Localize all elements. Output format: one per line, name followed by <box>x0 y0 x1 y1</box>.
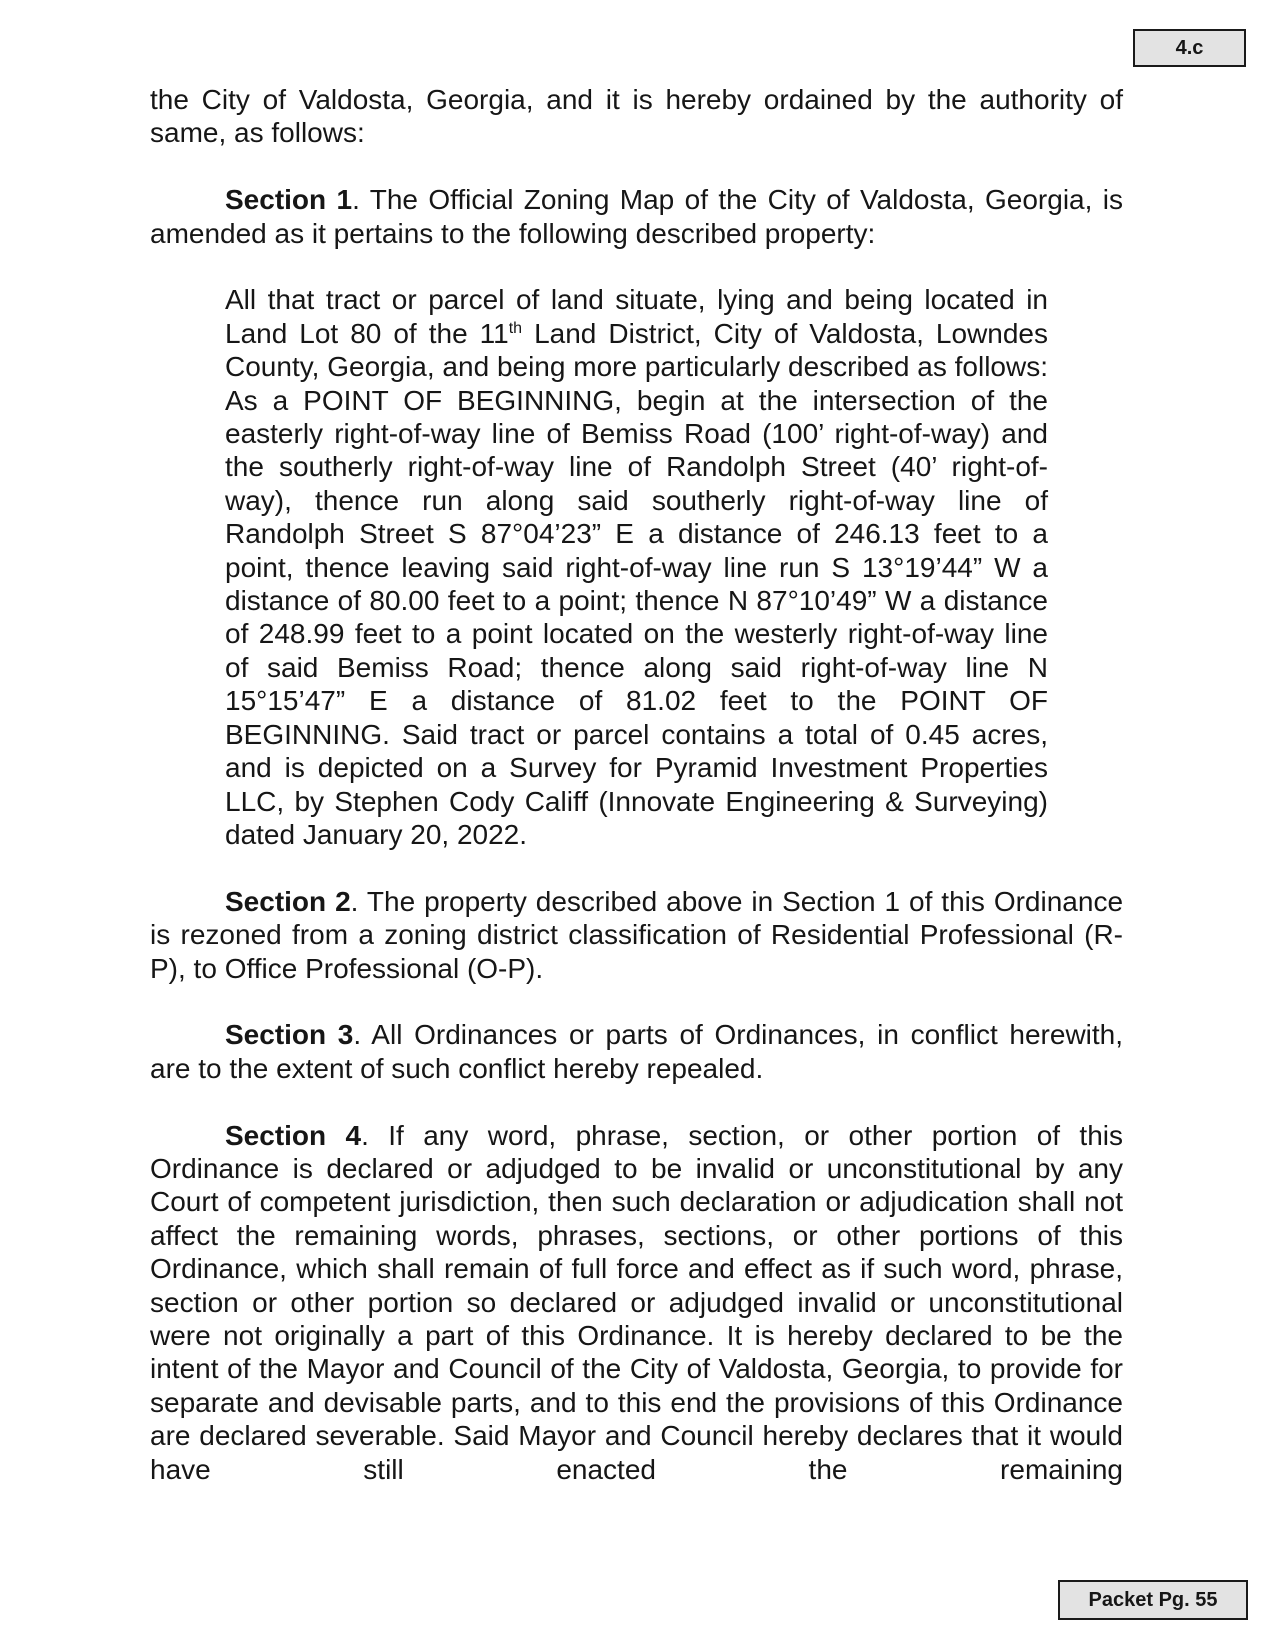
intro-paragraph: the City of Valdosta, Georgia, and it is hereby ordained by the authority of same, as follows: <box>150 84 1123 149</box>
section-2-text: . The property described above in Section 1 of this Ordinance is rezoned from a zoning district classification of Residential Professional (R-P), to Office Professional (O-P). <box>150 885 1124 984</box>
section-1-paragraph <box>150 183 1123 250</box>
property-text-start: All that tract or parcel of land situate, lying and being located in Land Lot 80 of the 11 <box>225 284 1048 349</box>
section-4-paragraph <box>150 1119 1123 1486</box>
section-1-text: . The Official Zoning Map of the City of Valdosta, Georgia, is amended as it pertains to the following described property: <box>150 184 1123 249</box>
property-description <box>225 283 1048 851</box>
ordinance-body <box>150 83 1123 1519</box>
section-4-text: . If any word, phrase, section, or other portion of this Ordinance is declared or adjudged to be invalid or unconstitutional by any Court of competent jurisdiction, then such declaration or adjudication shall not affect the remaining words, phrases, sections, or other portions of this Ordinance, which shall remain of full force and effect as if such word, phrase, section or other portion so declared or adjudged invalid or unconstitutional were not originally a part of this Ordinance. It is hereby declared to be the intent of the Mayor and Council of the City of Valdosta, Georgia, to provide for separate and devisable parts, and to this end the provisions of this Ordinance are declared severable. Said Mayor and Council hereby declares that it would have still enacted the remaining <box>150 1119 1124 1485</box>
section-4-heading: Section 4 <box>225 1119 362 1151</box>
agenda-item-tag: 4.c <box>1133 29 1246 67</box>
property-text-rest: Land District, City of Valdosta, Lowndes County, Georgia, and being more particularly described as follows: As a POINT OF BEGINNING, begin at the intersection of the easterly right-of-way line of Bemiss Road (100’ right-of-way) and the southerly right-of-way line of Randolph Street (40’ right-of-way), thence run along said southerly right-of-way line of Randolph Street S 87°04’23” E a distance of 246.13 feet to a point, thence leaving said right-of-way line run S 13°19’44” W a distance of 80.00 feet to a point; thence N 87°10’49” W a distance of 248.99 feet to a point located on the westerly right-of-way line of said Bemiss Road; thence along said right-of-way line N 15°15’47” E a distance of 81.02 feet to the POINT OF BEGINNING. Said tract or parcel contains a total of 0.45 acres, and is depicted on a Survey for Pyramid Investment Properties LLC, by Stephen Cody Califf (Innovate Engineering & Surveying) dated January 20, 2022. <box>225 317 1049 850</box>
section-3-heading: Section 3 <box>225 1019 354 1051</box>
section-2-paragraph <box>150 885 1123 985</box>
section-2-heading: Section 2 <box>225 885 351 917</box>
packet-page-number: Packet Pg. 55 <box>1058 1580 1248 1620</box>
ordinal-superscript: th <box>508 319 523 337</box>
section-3-text: . All Ordinances or parts of Ordinances, in conflict herewith, are to the extent of such conflict hereby repealed. <box>150 1019 1124 1084</box>
section-1-heading: Section 1 <box>225 184 353 216</box>
section-3-paragraph <box>150 1018 1123 1085</box>
